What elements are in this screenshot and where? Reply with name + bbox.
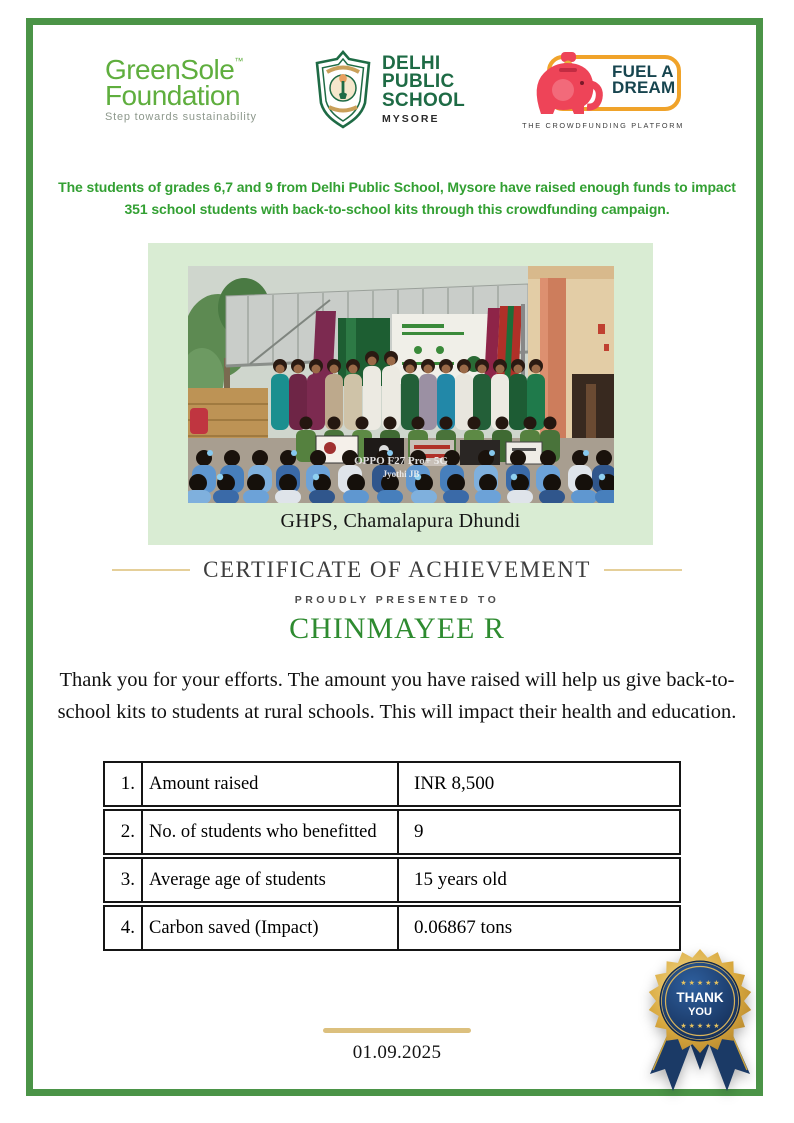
certificate-heading-row (112, 557, 682, 583)
table-row (103, 905, 681, 951)
date: 01.09.2025 (352, 1042, 442, 1063)
badge-thank: THANK (676, 990, 724, 1005)
photo-illustration (188, 266, 614, 503)
photo-watermark-line1: OPPO F27 Pro+ 5G (353, 455, 448, 467)
thank-you-message: Thank you for your efforts. The amount you have raised will help us give back-to-school kits to students at rural schools. This will impact their health and education. (57, 669, 737, 724)
row-label: Carbon saved (Impact) (143, 907, 399, 949)
certificate-title: CERTIFICATE OF ACHIEVEMENT (203, 557, 591, 582)
greensole-foundation-logo (104, 53, 263, 124)
heading-line-left (112, 569, 190, 571)
fad-line2: DREAM (612, 78, 676, 98)
greensole-tagline: Step towards sustainability (104, 111, 257, 124)
dps-shield-icon (315, 50, 372, 130)
fad-tagline: THE CROWDFUNDING PLATFORM (522, 121, 685, 130)
thank-you-badge (640, 944, 760, 1104)
row-number: 3. (105, 859, 143, 901)
table-row (103, 857, 681, 903)
recipient-name: CHINMAYEE R (289, 612, 505, 645)
photo-watermark-line2: Jyothi JB (382, 469, 419, 479)
greensole-line2: Foundation (104, 79, 241, 111)
badge-stars-bottom: ★ ★ ★ ★ ★ (680, 1023, 720, 1030)
heading-line-right (604, 569, 682, 571)
intro-line1: The students of grades 6,7 and 9 from Delhi Public School, Mysore have raised enough funds to impact (58, 179, 736, 195)
fuel-a-dream-logo (517, 50, 689, 130)
date-underline (323, 1028, 471, 1033)
table-row (103, 809, 681, 855)
dps-line3: SCHOOL (381, 89, 466, 111)
row-number: 1. (105, 763, 143, 805)
row-label: Average age of students (143, 859, 399, 901)
row-number: 4. (105, 907, 143, 949)
row-label: No. of students who benefitted (143, 811, 399, 853)
table-row (103, 761, 681, 807)
dps-line2: PUBLIC (381, 71, 455, 93)
intro-line2: 351 school students with back-to-school kits through this crowdfunding campaign. (124, 201, 670, 218)
impact-table (103, 761, 681, 953)
dps-city: MYSORE (381, 113, 440, 126)
row-value: 15 years old (414, 869, 507, 890)
fad-name (612, 64, 675, 96)
photo-frame (148, 243, 653, 545)
presented-to-label: PROUDLY PRESENTED TO (294, 594, 500, 606)
row-value: 9 (414, 821, 424, 842)
dps-line1: DELHI (381, 52, 441, 74)
row-value: INR 8,500 (414, 773, 495, 794)
row-label: Amount raised (143, 763, 399, 805)
greensole-tm: ™ (234, 55, 243, 66)
row-value: 0.06867 tons (414, 917, 513, 938)
fad-elephant-icon (519, 50, 614, 116)
dps-logo (315, 50, 465, 130)
greensole-line1: GreenSole (104, 53, 235, 85)
logos-row (0, 50, 794, 130)
row-number: 2. (105, 811, 143, 853)
greensole-name (104, 53, 263, 111)
badge-you: YOU (688, 1006, 712, 1018)
dps-text (381, 52, 466, 126)
photo-caption: GHPS, Chamalapura Dhundi (280, 510, 521, 532)
fad-line1: FUEL A (612, 62, 674, 81)
intro-statement (40, 176, 754, 221)
badge-stars-top: ★ ★ ★ ★ ★ (680, 980, 720, 987)
